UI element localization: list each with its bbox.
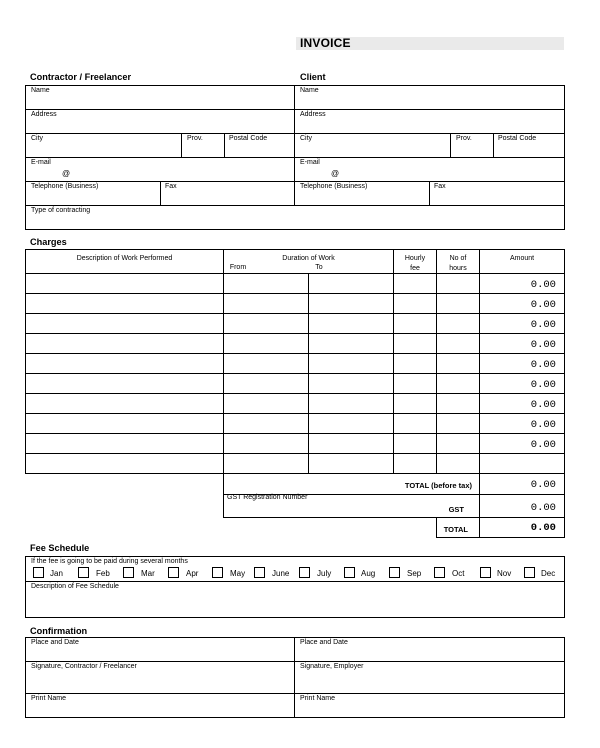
- amount-cell[interactable]: 0.00: [530, 319, 556, 331]
- amount-cell[interactable]: 0.00: [530, 299, 556, 311]
- month-label: June: [272, 569, 290, 578]
- amount-cell[interactable]: 0.00: [530, 399, 556, 411]
- gst-registration-field[interactable]: GST Registration Number: [227, 494, 308, 501]
- client-telephone-field[interactable]: Telephone (Business): [300, 183, 368, 190]
- contractor-prov-field[interactable]: Prov.: [187, 135, 203, 142]
- client-name-field[interactable]: Name: [300, 87, 319, 94]
- total-value[interactable]: 0.00: [530, 522, 556, 534]
- client-email-at: @: [331, 169, 340, 178]
- checkbox-apr[interactable]: [168, 567, 179, 578]
- month-label: Aug: [361, 569, 376, 578]
- checkbox-jan[interactable]: [33, 567, 44, 578]
- month-label: Mar: [141, 569, 155, 578]
- print-name-right-field[interactable]: Print Name: [300, 695, 336, 702]
- amount-cell[interactable]: 0.00: [530, 419, 556, 431]
- invoice-title: INVOICE: [300, 36, 351, 50]
- col-hours-2-header: hours: [449, 265, 467, 272]
- client-heading: Client: [300, 72, 326, 82]
- col-to-header: To: [315, 264, 323, 271]
- contractor-address-field[interactable]: Address: [31, 111, 57, 118]
- client-city-field[interactable]: City: [300, 135, 313, 142]
- month-label: Oct: [452, 569, 465, 578]
- col-from-header: From: [229, 264, 247, 271]
- total-before-tax-label: TOTAL (before tax): [404, 481, 472, 490]
- amount-cell[interactable]: 0.00: [530, 379, 556, 391]
- confirmation-heading: Confirmation: [30, 626, 88, 636]
- total-before-tax-value[interactable]: 0.00: [530, 479, 556, 491]
- month-label: July: [317, 569, 332, 578]
- checkbox-oct[interactable]: [434, 567, 445, 578]
- col-hourly-fee-header: fee: [410, 265, 420, 272]
- client-postal-field[interactable]: Postal Code: [498, 135, 537, 142]
- contractor-telephone-field[interactable]: Telephone (Business): [31, 183, 99, 190]
- col-duration-header: Duration of Work: [282, 255, 335, 262]
- confirmation-table: [25, 637, 565, 718]
- contractor-fax-field[interactable]: Fax: [165, 183, 177, 190]
- checkbox-feb[interactable]: [78, 567, 89, 578]
- checkbox-nov[interactable]: [480, 567, 491, 578]
- contractor-city-field[interactable]: City: [31, 135, 44, 142]
- signature-employer-field[interactable]: Signature, Employer: [300, 663, 364, 670]
- contractor-postal-field[interactable]: Postal Code: [229, 135, 268, 142]
- amount-cell[interactable]: 0.00: [530, 359, 556, 371]
- checkbox-sep[interactable]: [389, 567, 400, 578]
- client-fax-field[interactable]: Fax: [434, 183, 446, 190]
- contractor-name-field[interactable]: Name: [31, 87, 50, 94]
- checkbox-dec[interactable]: [524, 567, 535, 578]
- month-label: Dec: [541, 569, 556, 578]
- fee-schedule-note: If the fee is going to be paid during several months: [31, 558, 188, 565]
- contractor-email-at: @: [62, 169, 71, 178]
- checkbox-aug[interactable]: [344, 567, 355, 578]
- month-label: May: [230, 569, 246, 578]
- total-label: TOTAL: [443, 525, 468, 534]
- client-address-field[interactable]: Address: [300, 111, 326, 118]
- place-date-right-field[interactable]: Place and Date: [300, 639, 348, 646]
- signature-contractor-field[interactable]: Signature, Contractor / Freelancer: [31, 663, 137, 670]
- col-hourly-header: Hourly: [404, 255, 426, 262]
- contractor-email-field[interactable]: E-mail: [31, 159, 51, 166]
- checkbox-june[interactable]: [254, 567, 265, 578]
- charges-heading: Charges: [30, 237, 67, 247]
- checkbox-may[interactable]: [212, 567, 223, 578]
- print-name-left-field[interactable]: Print Name: [31, 695, 67, 702]
- fee-schedule-description-field[interactable]: Description of Fee Schedule: [31, 583, 119, 590]
- amount-cell[interactable]: 0.00: [530, 339, 556, 351]
- col-amount-header: Amount: [509, 255, 535, 262]
- gst-label: GST: [448, 505, 464, 514]
- gst-value[interactable]: 0.00: [530, 502, 556, 514]
- checkbox-july[interactable]: [299, 567, 310, 578]
- month-label: Sep: [407, 569, 422, 578]
- month-label: Apr: [186, 569, 199, 578]
- month-label: Feb: [96, 569, 110, 578]
- col-description-header: Description of Work Performed: [76, 255, 173, 262]
- place-date-left-field[interactable]: Place and Date: [31, 639, 79, 646]
- checkbox-mar[interactable]: [123, 567, 134, 578]
- col-hours-header: No of: [449, 255, 467, 262]
- client-email-field[interactable]: E-mail: [300, 159, 320, 166]
- client-prov-field[interactable]: Prov.: [456, 135, 472, 142]
- month-label: Jan: [50, 569, 63, 578]
- amount-cell[interactable]: 0.00: [530, 439, 556, 451]
- amount-cell[interactable]: 0.00: [530, 279, 556, 291]
- fee-schedule-heading: Fee Schedule: [30, 543, 90, 553]
- type-of-contracting-field[interactable]: Type of contracting: [31, 207, 91, 214]
- contractor-heading: Contractor / Freelancer: [30, 72, 132, 82]
- month-label: Nov: [497, 569, 512, 578]
